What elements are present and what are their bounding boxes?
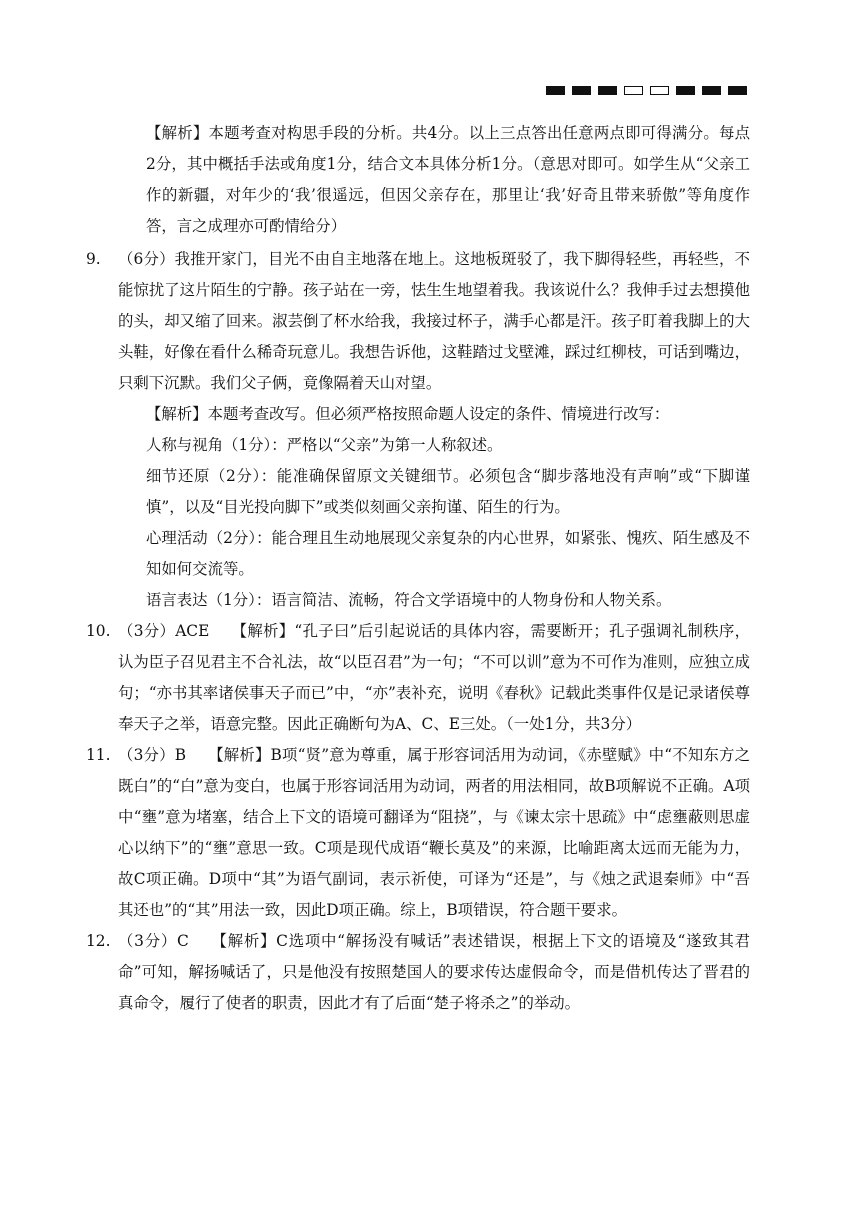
header-mark: [572, 86, 591, 95]
question-number: 9.: [86, 250, 101, 268]
question-number: 12.: [86, 932, 111, 950]
criterion-psychology: 心理活动（2分）：能合理且生动地展现父亲复杂的内心世界，如紧张、愧疚、陌生感及不知如何交流等。: [146, 529, 750, 578]
question-10: [86, 616, 750, 740]
question-11-analysis: 【解析】B项“贤”意为尊重，属于形容词活用为动词，《赤壁赋》中“不知东方之既白”的“白”意为变白，也属于形容词活用为动词，两者的用法相同，故B项解说不正确。A项中“壅”意为堵塞，结合上下文的语境可翻译为“阻挠”，与《谏太宗十思疏》中“虑壅蔽则思虚心以纳下”的“壅”意思一致。C项是现代成语“鞭长莫及”的来源，比喻距离太远而无能为力，故C项正确。D项中“其”为语气副词，表示祈使，可译为“还是”，与《烛之武退秦师》中“吾其还也”的“其”用法一致，因此D项正确。综上，B项错误，符合题干要求。: [118, 746, 751, 919]
question-11-text: [118, 740, 750, 926]
question-11-score: （3分）B: [118, 746, 187, 764]
question-12-score: （3分）C: [118, 932, 189, 950]
header-mark: [546, 86, 565, 95]
criterion-detail: 细节还原（2分）：能准确保留原文关键细节。必须包含“脚步落地没有声响”或“下脚谨慎”，以及“目光投向脚下”或类似刻画父亲拘谨、陌生的行为。: [146, 467, 750, 516]
header-mark: [598, 86, 617, 95]
answer-key-content: [86, 118, 751, 1019]
criterion-person: 人称与视角（1分）：严格以“父亲”为第一人称叙述。: [146, 436, 503, 454]
header-mark: [676, 86, 695, 95]
page-header-marks: [546, 86, 747, 95]
question-number: 10.: [86, 622, 111, 640]
header-mark: [702, 86, 721, 95]
criterion-language: 语言表达（1分）：语言简洁、流畅，符合文学语境中的人物身份和人物关系。: [146, 591, 672, 609]
question-12-text: [118, 926, 750, 1019]
question-9-answer: （6分）我推开家门，目光不由自主地落在地上。这地板斑驳了，我下脚得轻些，再轻些，不能惊扰了这片陌生的宁静。孩子站在一旁，怯生生地望着我。我该说什么？我伸手过去想摸他的头，却又缩了回来。淑芸倒了杯水给我，我接过杯子，满手心都是汗。孩子盯着我脚上的大头鞋，好像在看什么稀奇玩意儿。我想告诉他，这鞋踏过戈壁滩，踩过红柳枝，可话到嘴边，只剩下沉默。我们父子俩，竟像隔着天山对望。: [118, 250, 750, 392]
question-9: [86, 244, 750, 616]
header-mark: [728, 86, 747, 95]
question-10-analysis: 【解析】“孔子曰”后引起说话的具体内容，需要断开；孔子强调礼制秩序，认为臣子召见君主不合礼法，故“以臣召君”为一句；“不可以训”意为不可作为准则，应独立成句；“亦书其率诸侯事天子而已”中，“亦”表补充，说明《春秋》记载此类事件仅是记录诸侯尊奉天子之举，语意完整。因此正确断句为A、C、E三处。（一处1分，共3分）: [118, 622, 750, 733]
question-number: 11.: [86, 746, 111, 764]
question-10-score: （3分）ACE: [118, 622, 210, 640]
question-9-analysis: 【解析】本题考查改写。但必须严格按照命题人设定的条件、情境进行改写：: [146, 405, 670, 423]
question-11: [86, 740, 751, 926]
question-10-text: [118, 616, 750, 740]
question-12: [86, 926, 750, 1019]
header-mark: [624, 86, 643, 95]
header-mark: [650, 86, 669, 95]
question-12-analysis: 【解析】C选项中“解扬没有喊话”表述错误，根据上下文的语境及“遂致其君命”可知，解扬喊话了，只是他没有按照楚国人的要求传达虚假命令，而是借机传达了晋君的真命令，履行了使者的职责，因此才有了后面“楚子将杀之”的举动。: [118, 932, 750, 1012]
analysis-8: 【解析】本题考查对构思手段的分析。共4分。以上三点答出任意两点即可得满分。每点2分，其中概括手法或角度1分，结合文本具体分析1分。（意思对即可。如学生从“父亲工作的新疆，对年少的‘我’很遥远，但因父亲存在，那里让‘我’好奇且带来骄傲”等角度作答，言之成理亦可酌情给分）: [146, 124, 750, 235]
